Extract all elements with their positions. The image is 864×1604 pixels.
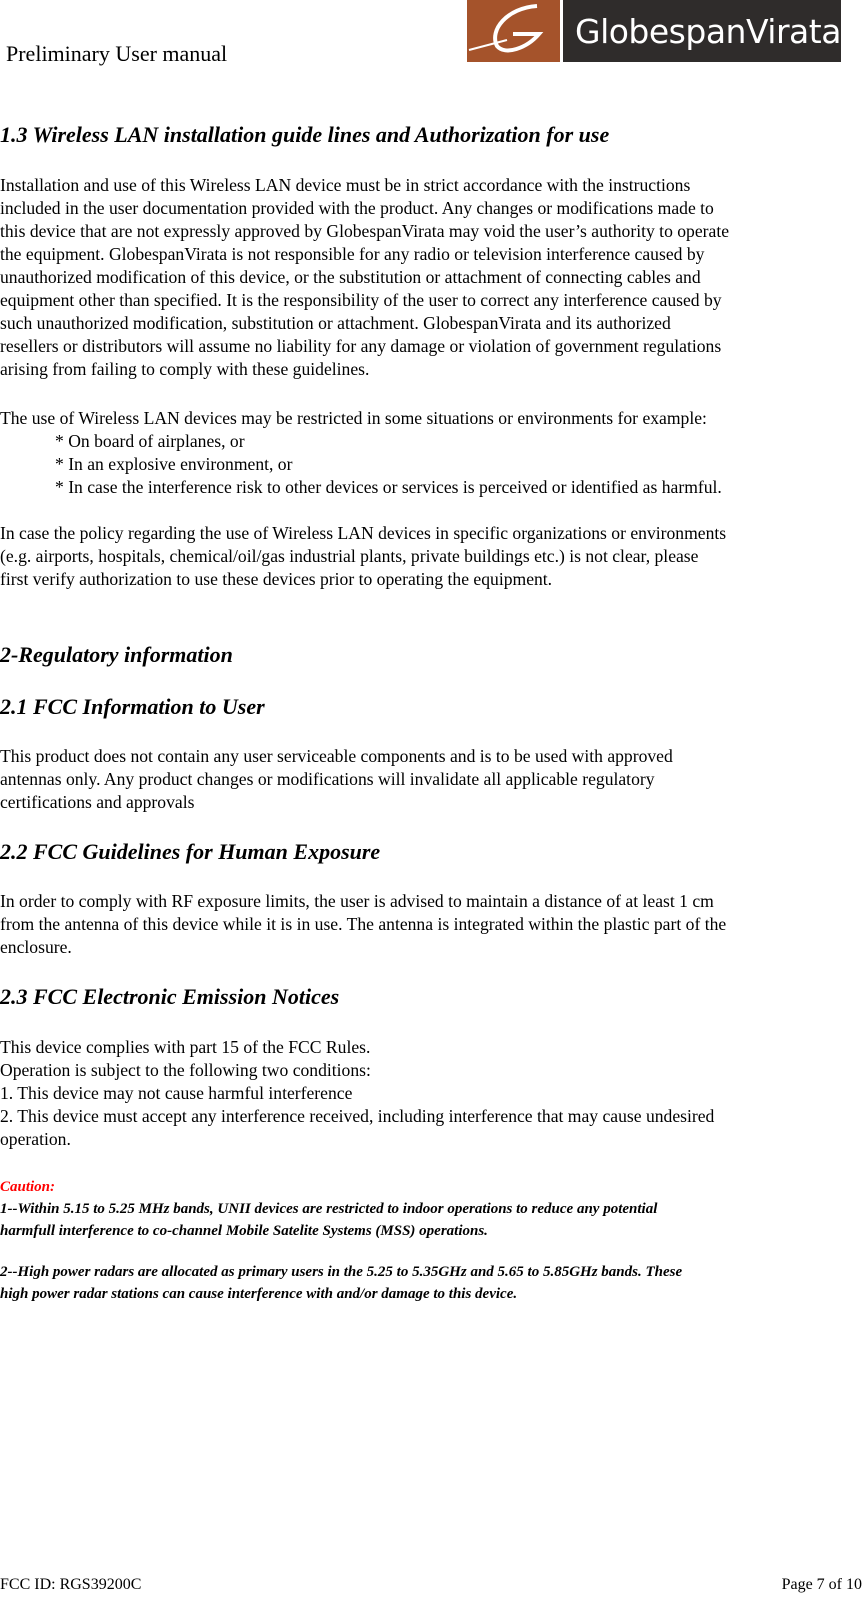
- company-logo: [467, 0, 839, 62]
- heading-2-3: 2.3 FCC Electronic Emission Notices: [0, 984, 340, 1009]
- logo-text: GlobespanVirata: [563, 0, 841, 62]
- footer-page-number: Page 7 of 10: [781, 1576, 862, 1593]
- logo-g-icon: [467, 0, 560, 62]
- paragraph-restrictions: The use of Wireless LAN devices may be restricted in some situations or environments for example: * On board of airplanes, or * In an explosive environment, or * In case the interference risk to other devices or services is perceived or identified as harmful.: [0, 408, 722, 497]
- heading-2-1: 2.1 FCC Information to User: [0, 694, 265, 719]
- caution-block: Caution: 1--Within 5.15 to 5.25 MHz bands, UNII devices are restricted to indoor operations to reduce any potential harmfull interference to co-channel Mobile Satelite Systems (MSS) operations. 2--High power radars are allocated as primary users in the 5.25 to 5.35GHz and 5.65 to 5.85GHz bands. These high power radar stations can cause interference with and/or damage to this device.: [0, 1176, 682, 1305]
- header-title: Preliminary User manual: [6, 41, 228, 66]
- paragraph-installation: Installation and use of this Wireless LAN device must be in strict accordance with the instructions included in the user documentation provided with the product. Any changes or modifications made to this device that are not expressly approved by GlobespanVirata may void the user’s authority to operate the equipment. GlobespanVirata is not responsible for any radio or television interference caused by unauthorized modification of this device, or the substitution or attachment of connecting cables and equipment other than specified. It is the responsibility of the user to correct any interference caused by such unauthorized modification, substitution or attachment. GlobespanVirata and its authorized resellers or distributors will assume no liability for any damage or violation of government regulations arising from failing to comply with these guidelines.: [0, 175, 730, 379]
- heading-1-3: 1.3 Wireless LAN installation guide lines and Authorization for use: [0, 122, 610, 147]
- footer-fcc-id: FCC ID: RGS39200C: [0, 1576, 142, 1593]
- list-item: * In case the interference risk to other devices or services is perceived or identified as harmful.: [55, 477, 722, 497]
- list-item: * On board of airplanes, or: [55, 431, 245, 451]
- paragraph-policy: In case the policy regarding the use of Wireless LAN devices in specific organizations or environments (e.g. airports, hospitals, chemical/oil/gas industrial plants, private buildings etc.) is not clear, please first verify authorization to use these devices prior to operating the equipment.: [0, 523, 727, 589]
- paragraph-fcc-info: This product does not contain any user serviceable components and is to be used with approved antennas only. Any product changes or modifications will invalidate all applicable regulatory certifications and approvals: [0, 746, 673, 812]
- list-item: * In an explosive environment, or: [55, 454, 293, 474]
- caution-label: Caution:: [0, 1179, 56, 1195]
- heading-2: 2-Regulatory information: [0, 642, 233, 667]
- paragraph-emission: This device complies with part 15 of the FCC Rules. Operation is subject to the following two conditions: 1. This device may not cause harmful interference 2. This device must accept any interference received, including interference that may cause undesired operation.: [0, 1037, 715, 1149]
- heading-2-2: 2.2 FCC Guidelines for Human Exposure: [0, 839, 381, 864]
- paragraph-exposure: In order to comply with RF exposure limits, the user is advised to maintain a distance of at least 1 cm from the antenna of this device while it is in use. The antenna is integrated within the plastic part of the enclosure.: [0, 891, 727, 957]
